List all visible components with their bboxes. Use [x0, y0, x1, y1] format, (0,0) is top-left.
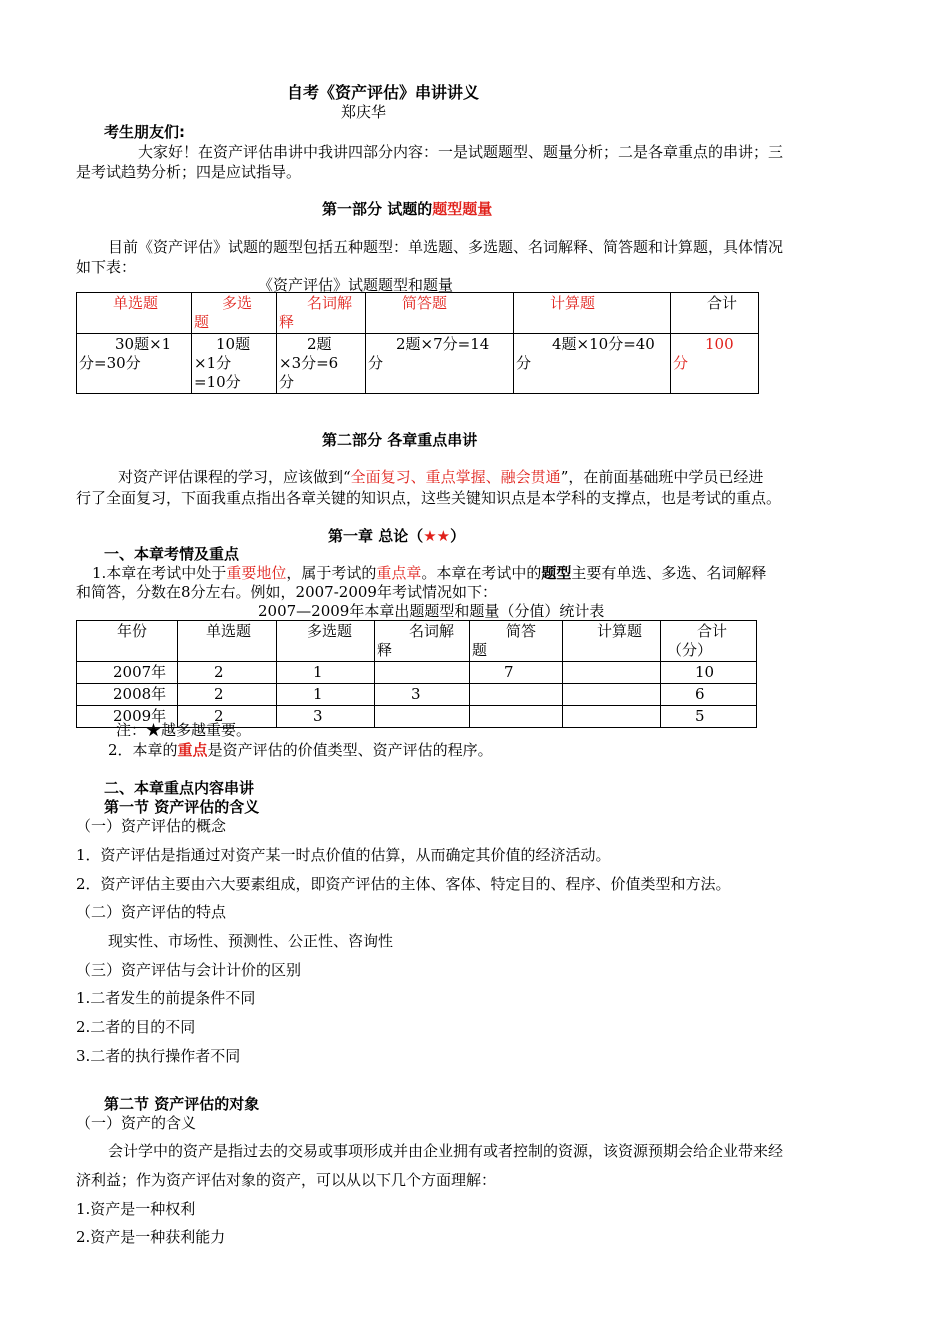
s2-item-2: 2.资产是一种获利能力: [76, 1228, 226, 1246]
stats-cell: [470, 684, 563, 706]
stats-table: [76, 620, 757, 728]
chapter1-title-end: ）: [450, 527, 466, 545]
cell-total: 100 分: [671, 334, 759, 394]
stats-cell: [375, 662, 470, 684]
cell-term-explanation: 2题 ×3分=6 分: [277, 334, 366, 394]
s1-diff-1: 1.二者发生的前提条件不同: [76, 989, 256, 1007]
stats-cell: [470, 706, 563, 728]
stats-header-single: 单选题: [178, 621, 277, 662]
stats-cell: [563, 684, 661, 706]
header-single-choice: 单选题: [77, 293, 192, 334]
stats-cell: 7: [470, 662, 563, 684]
header-term-explanation: 名词解 释: [277, 293, 366, 334]
part2-para-emphasis: 全面复习、重点掌握、融会贯通: [350, 468, 561, 486]
header-total: 合计: [671, 293, 759, 334]
stats-cell: [563, 706, 661, 728]
section1-heading: 一、本章考情及重点: [104, 545, 240, 563]
stats-cell: 6: [661, 684, 757, 706]
part1-title-prefix: 第一部分 试题的: [322, 200, 433, 218]
part1-para-line-1: 目前《资产评估》试题的题型包括五种题型：单选题、多选题、名词解释、简答题和计算题，具体情况: [108, 238, 784, 256]
stats-cell: 2009年: [77, 706, 178, 728]
s1-diff-3: 3.二者的执行操作者不同: [76, 1047, 241, 1065]
p2-text-b: 是资产评估的价值类型、资产评估的程序。: [207, 741, 493, 759]
chapter1-title-text: 第一章 总论（: [328, 527, 424, 545]
stats-cell: 2: [178, 662, 277, 684]
stats-header-calc: 计算题: [563, 621, 661, 662]
p1-text-b: ，属于考试的: [286, 564, 377, 582]
s2-item-1: 1.资产是一种权利: [76, 1200, 196, 1218]
s1-subheading-3: （三）资产评估与会计计价的区别: [76, 961, 302, 979]
question-type-table: [76, 292, 759, 394]
part1-title: [322, 200, 492, 219]
stats-header-year: 年份: [77, 621, 178, 662]
part2-para-text-a: 对资产评估课程的学习，应该做到“: [118, 468, 351, 486]
header-multi-choice: 多选 题: [192, 293, 277, 334]
p1-bold: 题型: [541, 564, 572, 582]
chapter1-para2: [108, 741, 493, 760]
table-row: [77, 334, 759, 394]
cell-calculation: 4题×10分=40 分: [514, 334, 671, 394]
p1-text-d: 主要有单选、多选、名词解释: [571, 564, 767, 582]
cell-multi-choice: 10题 ×1分 =10分: [192, 334, 277, 394]
stats-header-row: [77, 621, 757, 662]
greeting: 考生朋友们:: [104, 123, 185, 141]
s1-item-2: 2．资产评估主要由六大要素组成，即资产评估的主体、客体、特定目的、程序、价值类型和方法。: [76, 875, 731, 893]
table-header-row: [77, 293, 759, 334]
s2-para-line-2: 济利益；作为资产评估对象的资产，可以从以下几个方面理解：: [76, 1171, 497, 1189]
table-row: [77, 662, 757, 684]
s2-para-line-1: 会计学中的资产是指过去的交易或事项形成并由企业拥有或者控制的资源，该资源预期会给企业带来经: [108, 1142, 784, 1160]
chapter1-para1-line-1: [92, 564, 766, 583]
chapter1-para1-line-2: 和简答，分数在8分左右。例如，2007-2009年考试情况如下：: [76, 583, 497, 601]
stats-header-short: 简答 题: [470, 621, 563, 662]
cell-short-answer: 2题×7分=14 分: [366, 334, 514, 394]
author-name: 郑庆华: [341, 103, 387, 121]
p1-text-a: 1.本章在考试中处于: [92, 564, 227, 582]
s2-subheading-1: （一）资产的含义: [76, 1114, 197, 1132]
part1-title-emphasis: 题型题量: [432, 200, 493, 218]
stats-table-caption: 2007—2009年本章出题题型和题量（分值）统计表: [258, 602, 605, 620]
intro-line-2: 是考试趋势分析；四是应试指导。: [76, 163, 302, 181]
part1-para-line-2: 如下表：: [76, 258, 137, 276]
part2-para-text-b: ”，在前面基础班中学员已经进: [560, 468, 764, 486]
stats-cell: 5: [661, 706, 757, 728]
stats-cell: [375, 706, 470, 728]
stats-cell: [563, 662, 661, 684]
s1-diff-2: 2.二者的目的不同: [76, 1018, 196, 1036]
stats-cell: 3: [375, 684, 470, 706]
stats-cell: 2007年: [77, 662, 178, 684]
part2-title: 第二部分 各章重点串讲: [322, 431, 478, 449]
stats-header-total: 合计 （分）: [661, 621, 757, 662]
part2-para-line-1: [118, 468, 763, 487]
s1-item-1: 1．资产评估是指通过对资产某一时点价值的估算，从而确定其价值的经济活动。: [76, 846, 611, 864]
p2-emphasis: 重点: [177, 741, 208, 759]
s1-traits: 现实性、市场性、预测性、公正性、咨询性: [108, 932, 394, 950]
stats-cell: 1: [277, 684, 375, 706]
document-title: 自考《资产评估》串讲讲义: [287, 83, 480, 102]
stats-cell: 2: [178, 706, 277, 728]
p1-emphasis-2: 重点章: [376, 564, 422, 582]
importance-stars: ★★: [423, 527, 451, 545]
s1-subheading-1: （一）资产评估的概念: [76, 817, 227, 835]
stats-cell: 2: [178, 684, 277, 706]
stats-cell: 2008年: [77, 684, 178, 706]
cell-single-choice: 30题×1 分=30分: [77, 334, 192, 394]
part2-para-line-2: 行了全面复习，下面我重点指出各章关键的知识点，这些关键知识点是本学科的支撑点，也是考试的重点。: [76, 489, 782, 507]
s1-subheading-2: （二）资产评估的特点: [76, 903, 227, 921]
header-calculation: 计算题: [514, 293, 671, 334]
stats-cell: 1: [277, 662, 375, 684]
stats-header-term: 名词解 释: [375, 621, 470, 662]
section-1-title: 第一节 资产评估的含义: [104, 798, 260, 816]
p2-text-a: 2．本章的: [108, 741, 178, 759]
section-2-title: 第二节 资产评估的对象: [104, 1095, 260, 1113]
p1-emphasis-1: 重要地位: [226, 564, 287, 582]
section2-heading: 二、本章重点内容串讲: [104, 779, 255, 797]
table-row: [77, 684, 757, 706]
stats-header-multi: 多选题: [277, 621, 375, 662]
stats-cell: 10: [661, 662, 757, 684]
intro-line-1: 大家好！在资产评估串讲中我讲四部分内容：一是试题题型、题量分析；二是各章重点的串讲；三: [138, 143, 784, 161]
header-short-answer: 简答题: [366, 293, 514, 334]
stats-cell: 3: [277, 706, 375, 728]
part1-table-caption: 《资产评估》试题题型和题量: [258, 276, 454, 294]
chapter1-title: [328, 527, 465, 546]
p1-text-c: 。本章在考试中的: [421, 564, 542, 582]
stars-note: 注：★越多越重要。: [116, 721, 252, 739]
